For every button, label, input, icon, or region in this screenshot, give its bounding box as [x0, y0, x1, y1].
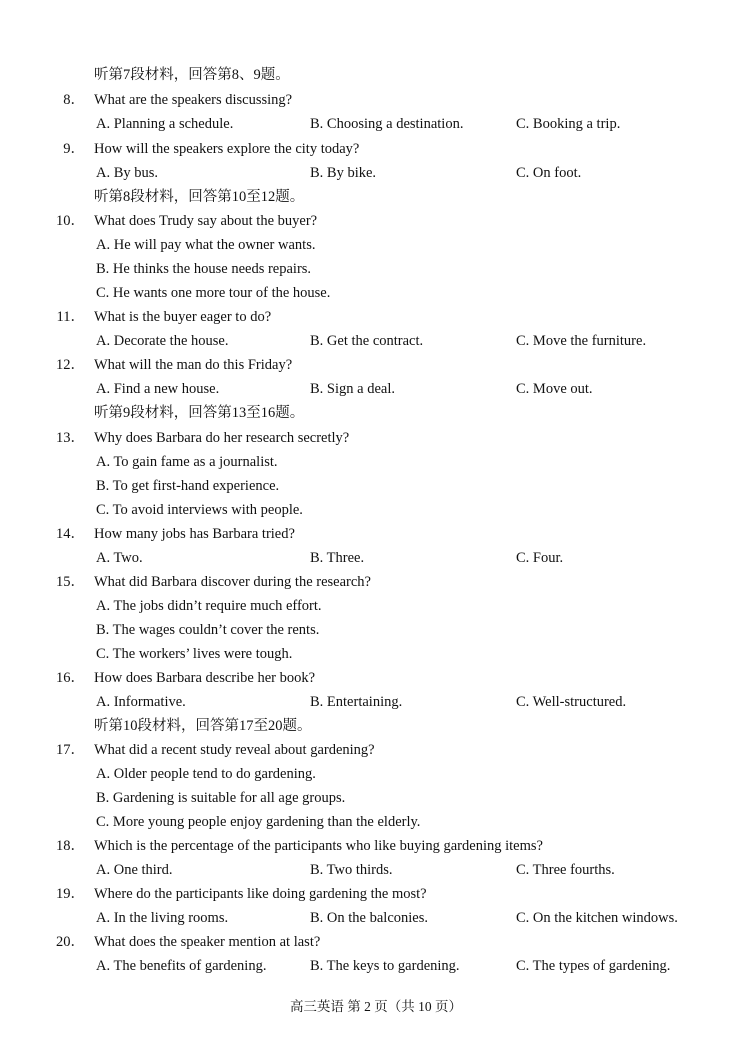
section-heading [0, 402, 752, 424]
question-13 [0, 427, 752, 449]
option-a[interactable]: A. The jobs didn’t require much effort. [96, 598, 322, 614]
option-row [0, 475, 752, 497]
section-heading [0, 715, 752, 737]
options-row [0, 907, 752, 929]
question-number: 10． [56, 213, 85, 229]
question-text: Where do the participants like doing gardening the most? [94, 886, 427, 902]
question-10 [0, 210, 752, 232]
option-c[interactable]: C. Move out. [516, 381, 593, 397]
section-instruction: 听第8段材料，回答第10至12题。 [94, 189, 305, 205]
option-row [0, 595, 752, 617]
page-footer: 高三英语 第 2 页（共 10 页） [289, 999, 463, 1014]
section-heading [0, 64, 752, 86]
option-c[interactable]: C. Move the furniture. [516, 333, 647, 349]
option-a[interactable]: A. One third. [96, 862, 173, 878]
question-12 [0, 354, 752, 376]
question-text: What did a recent study reveal about gardening? [94, 742, 375, 758]
option-a[interactable]: A. Planning a schedule. [96, 116, 234, 132]
question-19 [0, 883, 752, 905]
option-a[interactable]: A. Two. [96, 550, 143, 566]
section-instruction: 听第9段材料，回答第13至16题。 [94, 405, 305, 421]
option-b[interactable]: B. He thinks the house needs repairs. [96, 261, 312, 277]
question-number: 15． [56, 574, 85, 590]
section-instruction: 听第10段材料，回答第17至20题。 [94, 718, 312, 734]
option-row [0, 787, 752, 809]
question-18 [0, 835, 752, 857]
option-b[interactable]: B. On the balconies. [310, 910, 428, 926]
question-text: How does Barbara describe her book? [94, 670, 316, 686]
question-16 [0, 667, 752, 689]
option-row [0, 619, 752, 641]
option-a[interactable]: A. Decorate the house. [96, 333, 229, 349]
section-heading [0, 186, 752, 208]
option-row [0, 811, 752, 833]
question-text: What will the man do this Friday? [94, 357, 293, 373]
option-row [0, 234, 752, 256]
option-a[interactable]: A. Informative. [96, 694, 186, 710]
question-number: 11． [56, 309, 85, 325]
question-number: 13． [56, 430, 85, 446]
options-row [0, 113, 752, 135]
question-11 [0, 306, 752, 328]
option-b[interactable]: B. Get the contract. [310, 333, 424, 349]
option-b[interactable]: B. To get first-hand experience. [96, 478, 280, 494]
question-8 [0, 89, 752, 111]
option-c[interactable]: C. On the kitchen windows. [516, 910, 678, 926]
question-text: What is the buyer eager to do? [94, 309, 272, 325]
options-row [0, 162, 752, 184]
question-14 [0, 523, 752, 545]
option-row [0, 258, 752, 280]
option-a[interactable]: A. In the living rooms. [96, 910, 229, 926]
option-c[interactable]: C. Booking a trip. [516, 116, 621, 132]
question-number: 8． [63, 92, 85, 108]
option-c[interactable]: C. Well-structured. [516, 694, 627, 710]
option-b[interactable]: B. The keys to gardening. [310, 958, 460, 974]
option-row [0, 451, 752, 473]
option-c[interactable]: C. To avoid interviews with people. [96, 502, 303, 518]
options-row [0, 330, 752, 352]
question-number: 16． [56, 670, 85, 686]
option-c[interactable]: C. Three fourths. [516, 862, 615, 878]
question-text: How will the speakers explore the city today? [94, 141, 360, 157]
question-text: Which is the percentage of the participants who like buying gardening items? [94, 838, 543, 854]
section-instruction: 听第7段材料，回答第8、9题。 [94, 67, 290, 83]
option-row [0, 643, 752, 665]
option-a[interactable]: A. The benefits of gardening. [96, 958, 267, 974]
option-a[interactable]: A. Older people tend to do gardening. [96, 766, 316, 782]
option-b[interactable]: B. Two thirds. [310, 862, 393, 878]
option-c[interactable]: C. The types of gardening. [516, 958, 671, 974]
option-c[interactable]: C. More young people enjoy gardening than the elderly. [96, 814, 421, 830]
question-number: 20． [56, 934, 85, 950]
question-20 [0, 931, 752, 953]
question-15 [0, 571, 752, 593]
option-b[interactable]: B. Entertaining. [310, 694, 403, 710]
option-row [0, 282, 752, 304]
question-text: What did Barbara discover during the research? [94, 574, 371, 590]
option-row [0, 499, 752, 521]
question-9 [0, 138, 752, 160]
question-text: How many jobs has Barbara tried? [94, 526, 295, 542]
option-b[interactable]: B. The wages couldn’t cover the rents. [96, 622, 320, 638]
option-b[interactable]: B. Sign a deal. [310, 381, 395, 397]
question-17 [0, 739, 752, 761]
question-number: 14． [56, 526, 85, 542]
option-b[interactable]: B. Gardening is suitable for all age groups. [96, 790, 346, 806]
option-b[interactable]: B. Choosing a destination. [310, 116, 464, 132]
option-b[interactable]: B. By bike. [310, 165, 377, 181]
option-c[interactable]: C. The workers’ lives were tough. [96, 646, 293, 662]
option-a[interactable]: A. He will pay what the owner wants. [96, 237, 316, 253]
option-a[interactable]: A. By bus. [96, 165, 159, 181]
question-text: What does Trudy say about the buyer? [94, 213, 318, 229]
question-number: 12． [56, 357, 85, 373]
option-c[interactable]: C. On foot. [516, 165, 582, 181]
option-c[interactable]: C. He wants one more tour of the house. [96, 285, 331, 301]
option-row [0, 763, 752, 785]
options-row [0, 691, 752, 713]
question-text: What does the speaker mention at last? [94, 934, 321, 950]
options-row [0, 378, 752, 400]
question-text: Why does Barbara do her research secretly? [94, 430, 350, 446]
option-a[interactable]: A. Find a new house. [96, 381, 220, 397]
option-c[interactable]: C. Four. [516, 550, 564, 566]
options-row [0, 955, 752, 977]
question-text: What are the speakers discussing? [94, 92, 293, 108]
question-number: 19． [56, 886, 85, 902]
option-b[interactable]: B. Three. [310, 550, 365, 566]
options-row [0, 859, 752, 881]
question-number: 9． [63, 141, 85, 157]
question-number: 17． [56, 742, 85, 758]
option-a[interactable]: A. To gain fame as a journalist. [96, 454, 278, 470]
options-row [0, 547, 752, 569]
question-number: 18． [56, 838, 85, 854]
